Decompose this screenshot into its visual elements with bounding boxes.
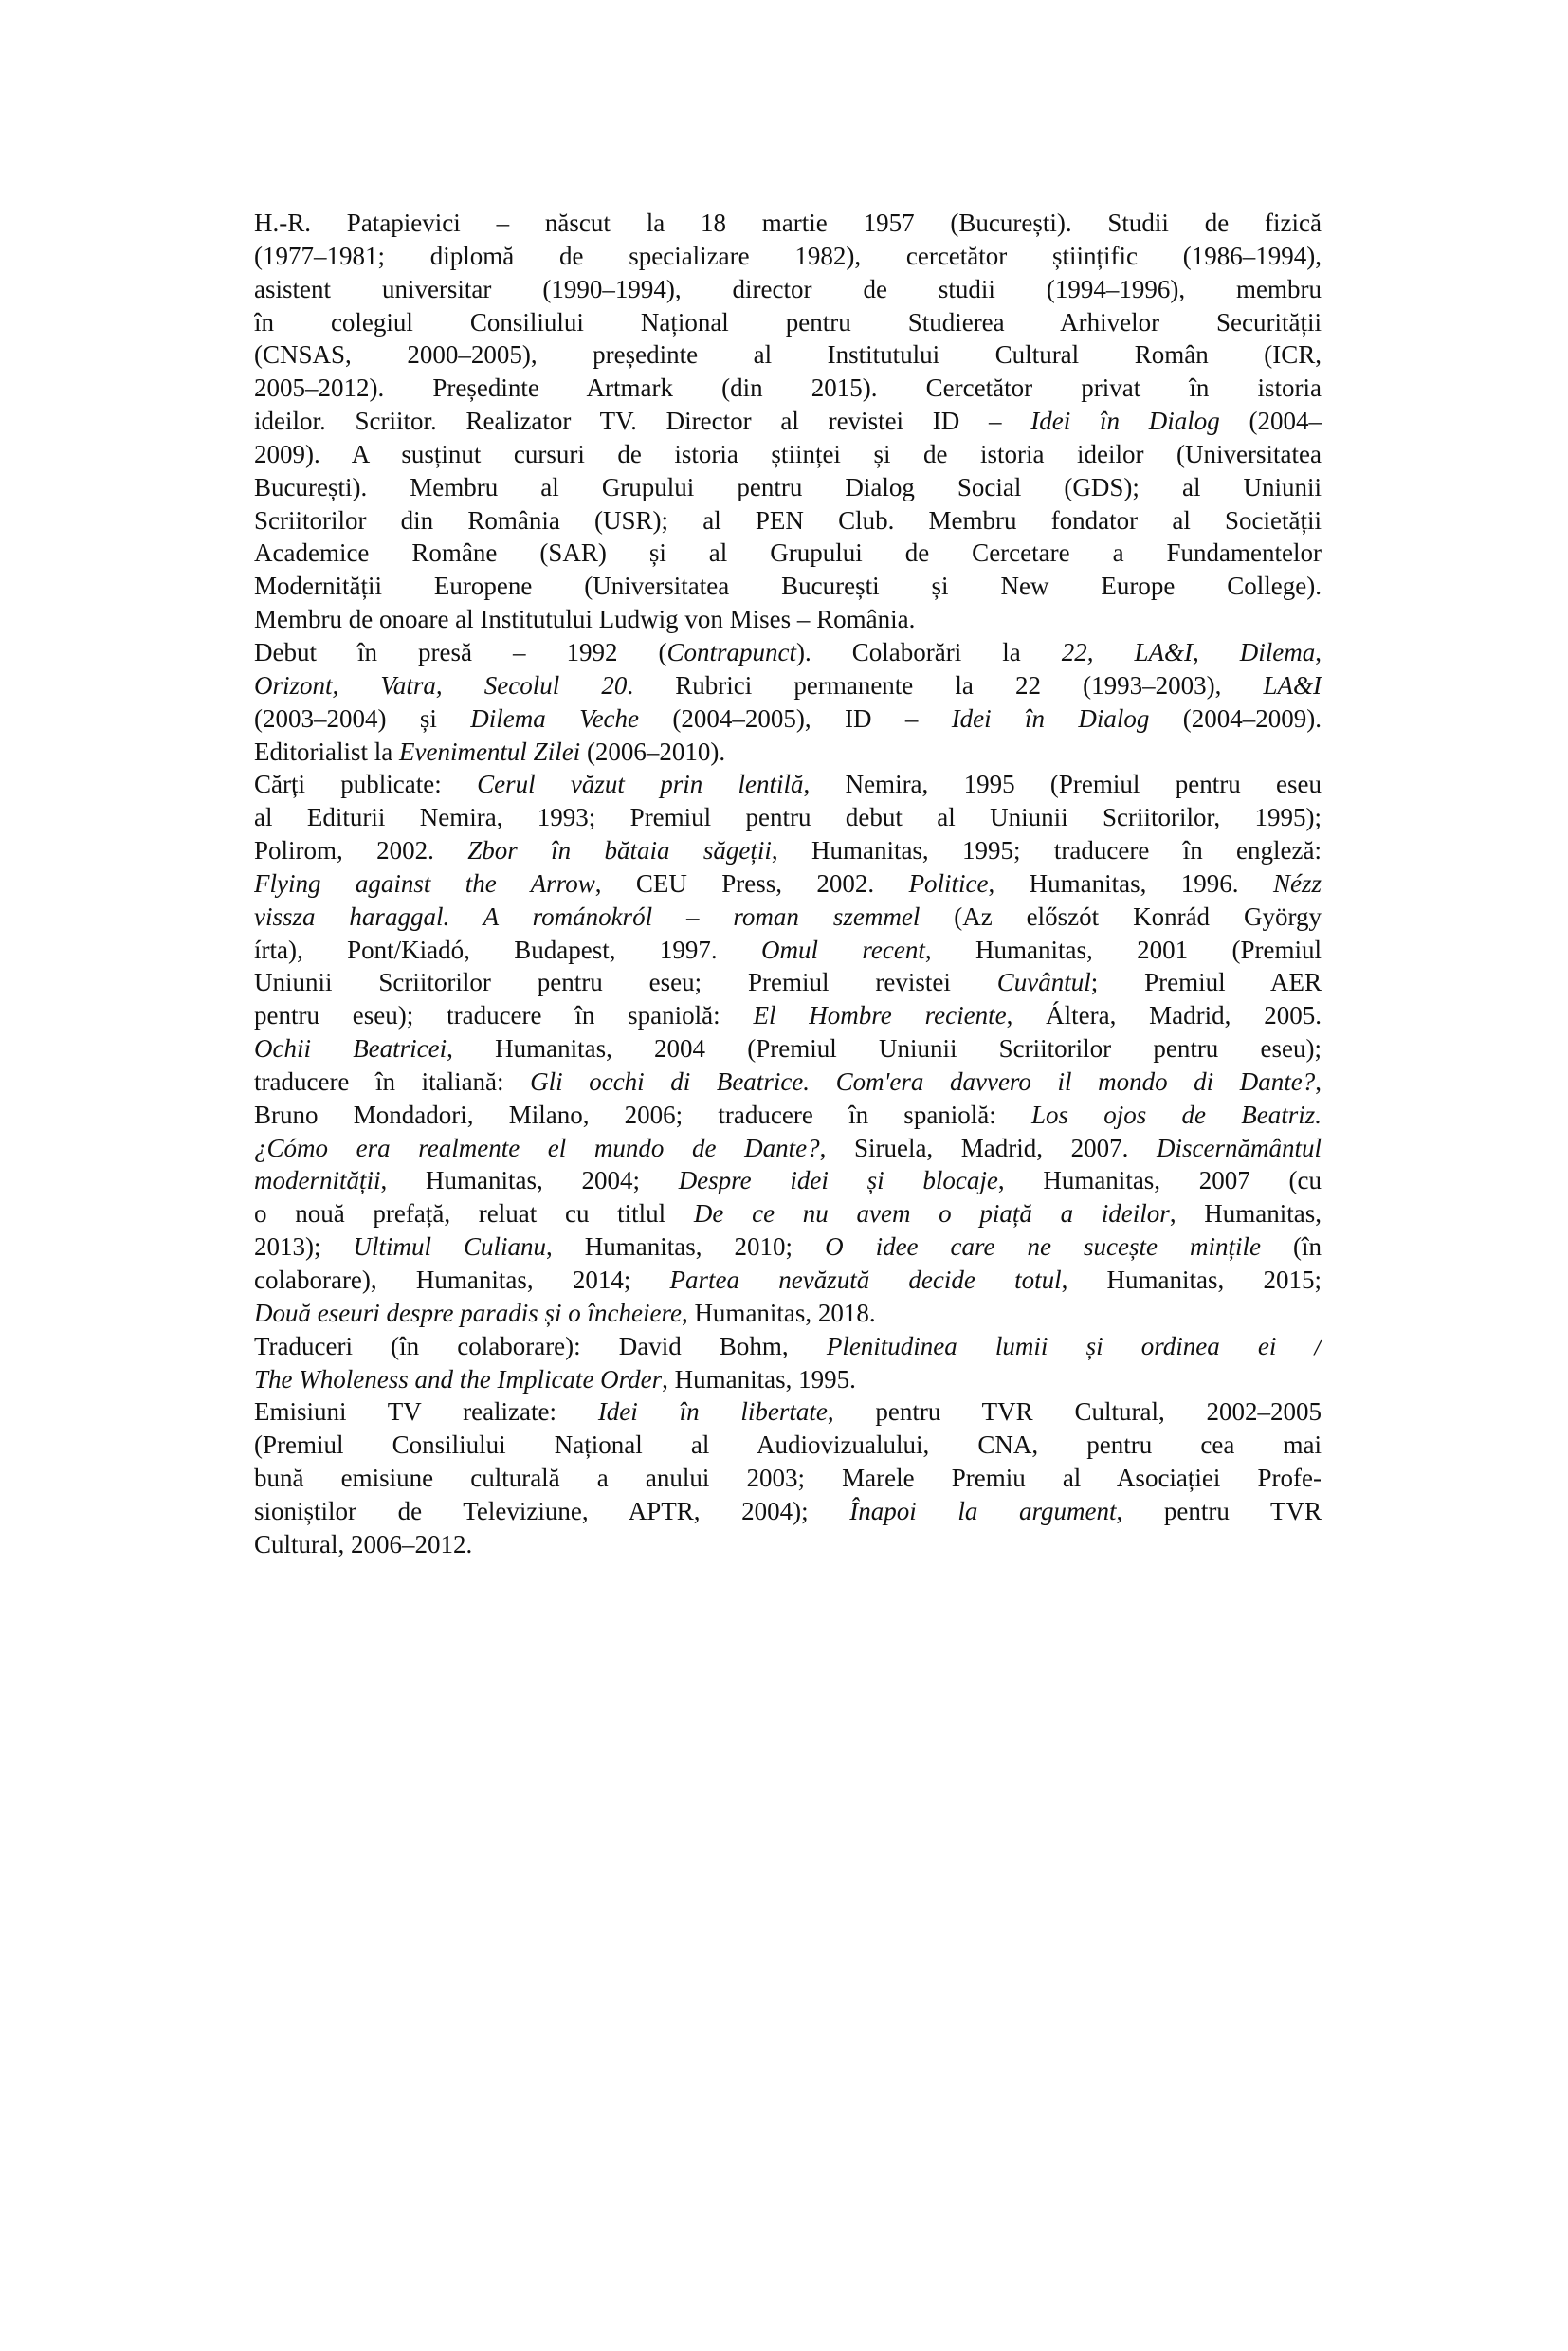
text-run: Debut în presă – 1992 ( — [254, 637, 667, 666]
text-run: (2004– — [1219, 407, 1322, 436]
text-line — [254, 504, 1322, 538]
text-line — [254, 901, 1322, 934]
italic-title: vissza haraggal. A románokról – roman szemmel — [254, 902, 921, 931]
italic-title: Omul recent — [761, 935, 925, 964]
text-run: (2004–2005), ID – — [639, 703, 952, 733]
text-run: Modernității Europene (Universitatea București și New Europe College). — [254, 572, 1322, 601]
text-run: Scriitorilor din România (USR); al PEN Club. Membru fondator al Societății — [254, 505, 1322, 535]
italic-title: Cerul văzut prin lentilă — [477, 770, 804, 799]
text-run: írta), Pont/Kiadó, Budapest, 1997. — [254, 935, 762, 964]
italic-title: Idei în libertate — [597, 1397, 828, 1427]
paragraph — [254, 636, 1322, 768]
text-run: , Humanitas, 2015; — [1061, 1266, 1322, 1294]
text-line — [254, 867, 1322, 901]
text-run: traducere în italiană: — [254, 1066, 531, 1096]
text-run: (Premiul Consiliului Național al Audiovizualului, CNA, pentru cea mai — [254, 1431, 1322, 1460]
text-run: colaborare), Humanitas, 2014; — [254, 1266, 670, 1294]
italic-title: Cuvântul — [996, 968, 1091, 997]
text-line — [254, 1429, 1322, 1462]
italic-title: Plenitudinea lumii și ordinea ei / — [826, 1331, 1322, 1360]
italic-title: Orizont, Vatra, Secolul 20 — [254, 670, 628, 700]
text-run: sioniștilor de Televiziune, APTR, 2004); — [254, 1496, 850, 1525]
italic-title: Discernământul — [1157, 1133, 1322, 1162]
text-line — [254, 1395, 1322, 1429]
text-run: ideilor. Scriitor. Realizator TV. Director al revistei ID – — [254, 407, 1031, 436]
text-line — [254, 736, 1322, 769]
text-run: , — [1315, 637, 1322, 666]
text-run: , Humanitas, — [1169, 1199, 1322, 1229]
italic-title: modernității — [254, 1166, 381, 1195]
text-run: , — [1315, 1066, 1322, 1096]
italic-title: ¿Cómo era realmente el mundo de Dante? — [254, 1133, 820, 1162]
text-run: Cărți publicate: — [254, 770, 478, 799]
italic-title: Nézz — [1272, 868, 1322, 898]
text-line — [254, 1528, 1322, 1561]
italic-title: Zbor în bătaia săgeții — [467, 836, 772, 866]
italic-title: El Hombre reciente — [753, 1001, 1007, 1030]
italic-title: Două eseuri despre paradis și o încheiere — [254, 1298, 682, 1327]
italic-title: Despre idei și blocaje — [678, 1166, 998, 1195]
text-run: 2009). A susținut cursuri de istoria științei și de istoria ideilor (Universitatea — [254, 439, 1322, 468]
text-run: ). Colaborări la — [796, 637, 1062, 666]
text-run: , Humanitas, 1995. — [662, 1364, 856, 1394]
text-run: (Az előszót Konrád György — [920, 902, 1322, 931]
text-run: Cultural, 2006–2012. — [254, 1529, 473, 1558]
text-line — [254, 636, 1322, 669]
text-line — [254, 1363, 1322, 1396]
text-run: (2003–2004) și — [254, 703, 471, 733]
text-line — [254, 1164, 1322, 1197]
text-run: . Rubrici permanente la 22 (1993–2003), — [627, 670, 1264, 700]
text-line — [254, 603, 1322, 636]
text-run: (2006–2010). — [580, 737, 726, 766]
text-run: H.-R. Patapievici – născut la 18 martie 1957 (București). Studii de fizică — [254, 209, 1322, 237]
text-run: , Humanitas, 2004 (Premiul Uniunii Scriitorilor pentru eseu); — [447, 1034, 1322, 1064]
text-line — [254, 1197, 1322, 1230]
text-run: Editorialist la — [254, 737, 399, 766]
text-line — [254, 801, 1322, 834]
italic-title: LA&I — [1263, 670, 1322, 700]
italic-title: Gli occhi di Beatrice. Com'era davvero il mondo di Dante? — [530, 1066, 1316, 1096]
text-run: , pentru TVR — [1116, 1496, 1322, 1525]
text-line — [254, 1132, 1322, 1165]
text-line — [254, 1230, 1322, 1264]
text-run: Emisiuni TV realizate: — [254, 1397, 598, 1427]
text-line — [254, 1330, 1322, 1363]
text-line — [254, 1066, 1322, 1099]
text-line — [254, 1032, 1322, 1066]
text-run: , Humanitas, 2018. — [681, 1298, 876, 1327]
text-run: Traduceri (în colaborare): David Bohm, — [254, 1331, 827, 1360]
text-line — [254, 438, 1322, 471]
text-run: Membru de onoare al Institutului Ludwig von Mises – România. — [254, 605, 916, 634]
text-line — [254, 570, 1322, 603]
italic-title: Politice — [908, 868, 989, 898]
text-line — [254, 405, 1322, 438]
text-run: Polirom, 2002. — [254, 836, 468, 866]
italic-title: The Wholeness and the Implicate Order — [254, 1364, 663, 1394]
text-line — [254, 934, 1322, 967]
italic-title: Ochii Beatricei — [254, 1034, 447, 1064]
italic-title: O idee care ne sucește mințile — [825, 1232, 1261, 1262]
text-run: (în — [1261, 1232, 1322, 1262]
text-run: (CNSAS, 2000–2005), președinte al Institutului Cultural Român (ICR, — [254, 340, 1322, 370]
text-run: o nouă prefață, reluat cu titlul — [254, 1199, 694, 1229]
italic-title: Înapoi la argument — [849, 1496, 1117, 1525]
italic-title: Evenimentul Zilei — [398, 737, 581, 766]
text-run: 2005–2012). Președinte Artmark (din 2015). Cercetător privat în istoria — [254, 374, 1322, 403]
text-line — [254, 702, 1322, 736]
text-run: , Humanitas, 2010; — [546, 1232, 826, 1262]
text-run: Academice Române (SAR) și al Grupului de Cercetare a Fundamentelor — [254, 538, 1322, 568]
italic-title: Ultimul Culianu — [353, 1232, 547, 1262]
text-run: , pentru TVR Cultural, 2002–2005 — [827, 1397, 1322, 1427]
paragraph — [254, 1330, 1322, 1396]
text-run: , Humanitas, 2004; — [380, 1166, 679, 1195]
text-line — [254, 537, 1322, 570]
paragraph — [254, 207, 1322, 636]
text-line — [254, 1297, 1322, 1330]
text-line — [254, 999, 1322, 1032]
text-run: , Siruela, Madrid, 2007. — [819, 1133, 1158, 1162]
text-line — [254, 338, 1322, 372]
text-run: , Humanitas, 2007 (cu — [997, 1166, 1322, 1195]
italic-title: Idei în Dialog — [951, 703, 1150, 733]
italic-title: Flying against the Arrow — [254, 868, 595, 898]
italic-title: Los ojos de Beatriz. — [1031, 1100, 1322, 1129]
text-run: (1977–1981; diplomă de specializare 1982), cercetător științific (1986–1994), — [254, 241, 1322, 270]
text-line — [254, 240, 1322, 273]
text-run: , Humanitas, 1995; traducere în engleză: — [771, 836, 1322, 866]
paragraph — [254, 768, 1322, 1329]
italic-title: Dilema Veche — [470, 703, 640, 733]
text-line — [254, 669, 1322, 702]
text-line — [254, 1099, 1322, 1132]
text-run: , Humanitas, 1996. — [988, 868, 1273, 898]
text-run: , CEU Press, 2002. — [594, 868, 909, 898]
text-line — [254, 768, 1322, 801]
text-line — [254, 1462, 1322, 1495]
text-line — [254, 966, 1322, 999]
paragraph — [254, 1395, 1322, 1560]
text-run: (2004–2009). — [1149, 703, 1322, 733]
text-run: București). Membru al Grupului pentru Dialog Social (GDS); al Uniunii — [254, 472, 1322, 501]
text-line — [254, 1495, 1322, 1528]
text-line — [254, 273, 1322, 306]
italic-title: Idei în Dialog — [1030, 407, 1220, 436]
text-line — [254, 834, 1322, 867]
text-line — [254, 372, 1322, 405]
text-run: , Áltera, Madrid, 2005. — [1006, 1001, 1322, 1030]
text-run: asistent universitar (1990–1994), director de studii (1994–1996), membru — [254, 274, 1322, 303]
text-line — [254, 1264, 1322, 1297]
italic-title: 22, LA&I, Dilema — [1061, 637, 1316, 666]
text-run: 2013); — [254, 1232, 354, 1262]
text-line — [254, 471, 1322, 504]
text-run: în colegiul Consiliului Național pentru Studierea Arhivelor Securității — [254, 307, 1322, 337]
text-run: , Nemira, 1995 (Premiul pentru eseu — [803, 770, 1322, 799]
text-run: , Humanitas, 2001 (Premiul — [924, 935, 1322, 964]
italic-title: De ce nu avem o piață a ideilor — [693, 1199, 1170, 1229]
italic-title: Contrapunct — [666, 637, 796, 666]
text-run: ; Premiul AER — [1090, 968, 1322, 997]
text-line — [254, 207, 1322, 240]
text-run: pentru eseu); traducere în spaniolă: — [254, 1001, 754, 1030]
biography-text — [254, 207, 1322, 1561]
text-run: Uniunii Scriitorilor pentru eseu; Premiul revistei — [254, 968, 997, 997]
text-run: Bruno Mondadori, Milano, 2006; traducere în spaniolă: — [254, 1100, 1032, 1129]
text-run: al Editurii Nemira, 1993; Premiul pentru debut al Uniunii Scriitorilor, 1995); — [254, 803, 1322, 832]
italic-title: Partea nevăzută decide totul — [669, 1266, 1062, 1294]
text-run: bună emisiune culturală a anului 2003; Marele Premiu al Asociației Profe- — [254, 1464, 1322, 1493]
text-line — [254, 306, 1322, 339]
